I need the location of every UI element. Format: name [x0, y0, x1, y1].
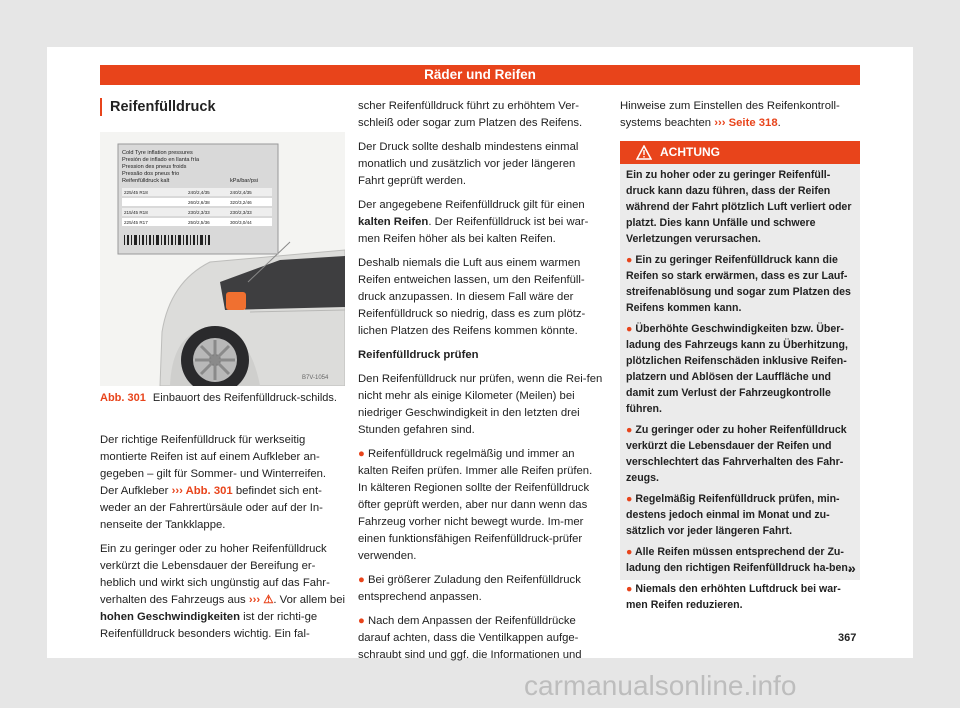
sticker-line: Pression des pneus froids: [122, 164, 187, 170]
svg-text:260/2,6/38: 260/2,6/38: [188, 200, 210, 205]
paragraph: Hinweise zum Einstellen des Reifenkontroll-systems beachten ››› Seite 318.: [620, 100, 840, 129]
paragraph: Den Reifenfülldruck nur prüfen, wenn die Rei-fen nicht mehr als einige Kilometer (Meilen) bei niedriger Geschwindigkeit in den letzten drei Stunden gefahren sind.: [358, 373, 603, 436]
bullet-item: ● Reifenfülldruck regelmäßig und immer an kalten Reifen prüfen. Immer alle Reifen prüfen. In kälteren Regionen sollte der Reifenfülldruck öfter geprüft werden, aber nur dann wenn das Fahrzeug vorher nicht bewegt wurde. Im-mer einen funktionsfähigen Reifenfülldruck-prüfer verwenden.: [358, 448, 593, 562]
chapter-title: Räder und Reifen: [424, 67, 536, 82]
warning-bullet: ● Niemals den erhöhten Luftdruck bei war-men Reifen reduzieren.: [626, 583, 841, 611]
fuel-flap-highlight: [226, 292, 246, 310]
figure-label: Abb. 301: [100, 392, 146, 404]
column-3: [620, 98, 860, 139]
svg-text:225/45 R18: 225/45 R18: [124, 190, 148, 195]
figure-link[interactable]: ››› Abb. 301: [171, 485, 233, 497]
continue-mark: »: [848, 560, 856, 576]
page-link[interactable]: ››› Seite 318: [714, 117, 778, 129]
warning-bullet: ● Zu geringer oder zu hoher Reifenfülldruck verkürzt die Lebensdauer der Reifen und verschlechtert das Fahrverhalten des Fahr-zeugs.: [626, 424, 847, 484]
paragraph: Der richtige Reifenfülldruck für werkseitig montierte Reifen ist auf einem Aufkleber an-gegeben – gilt für Sommer- und Winterreifen. Der Aufkleber ››› Abb. 301 befindet sich ent-weder an der Fahrertürsäule oder auf der In-nenseite der Tankklappe.: [100, 434, 327, 531]
sticker-unit: kPa/bar/psi: [230, 178, 258, 184]
figure-caption: [100, 391, 345, 405]
section-title: Reifenfülldruck: [100, 98, 216, 116]
column-1: [100, 432, 347, 650]
svg-text:230/2,3/33: 230/2,3/33: [230, 210, 252, 215]
warning-link[interactable]: ››› ⚠: [248, 594, 274, 606]
sticker-line: Pressão dos pneus frio: [122, 171, 180, 177]
svg-text:225/45 R17: 225/45 R17: [124, 220, 148, 225]
paragraph: Der Druck sollte deshalb mindestens einmal monatlich und zusätzlich vor jeder längeren Fahrt geprüft werden.: [358, 141, 579, 187]
svg-text:230/2,3/33: 230/2,3/33: [188, 210, 210, 215]
paragraph: Ein zu geringer oder zu hoher Reifenfülldruck verkürzt die Lebensdauer der Bereifung er-heblich und wirkt sich ungünstig auf das Fahr-verhalten des Fahrzeugs aus ››› ⚠. Vor allem bei hohen Geschwindigkeiten ist der richti-ge Reifenfülldruck besonders wichtig. Ein fal-: [100, 543, 345, 640]
warning-bullet: ● Überhöhte Geschwindigkeiten bzw. Über-ladung des Fahrzeugs kann zu Überhitzung, plötzlichen Reifenschäden inklusive Reifen-platzern und Ablösen der Lauffläche und damit zum Verlust der Fahrzeugkontrolle führen.: [626, 323, 848, 415]
warning-bullet: ● Alle Reifen müssen entsprechend der Zu-ladung den richtigen Reifenfülldruck ha-ben.: [626, 546, 851, 574]
bullet-item: ● Bei größerer Zuladung den Reifenfülldruck entsprechend anpassen.: [358, 574, 581, 603]
svg-text:240/2,4/35: 240/2,4/35: [188, 190, 210, 195]
svg-text:320/3,2/46: 320/3,2/46: [230, 200, 252, 205]
svg-text:215/45 R18: 215/45 R18: [124, 210, 148, 215]
warning-title: ACHTUNG: [660, 145, 720, 159]
svg-text:300/3,0/44: 300/3,0/44: [230, 220, 252, 225]
warning-triangle-icon: [636, 145, 652, 160]
page-number: 367: [838, 632, 857, 644]
warning-bullet: ● Regelmäßig Reifenfülldruck prüfen, min-destens jedoch einmal im Monat und zu-sätzlich vor jeder längeren Fahrt.: [626, 493, 840, 537]
figure-caption-text: Einbauort des Reifenfülldruck-schilds.: [152, 392, 337, 404]
column-2: [358, 98, 603, 671]
bullet-item: ● Nach dem Anpassen der Reifenfülldrücke darauf achten, dass die Ventilkappen aufge-schraubt sind und ggf. die Informationen und: [358, 615, 582, 661]
warning-intro: Ein zu hoher oder zu geringer Reifenfüll-druck kann dazu führen, dass der Reifen während der Fahrt plötzlich Luft verliert oder platzt. Dies kann Unfälle und schwere Verletzungen verursachen.: [626, 169, 852, 245]
figure-tire-pressure-sticker: [100, 132, 345, 386]
subheading: Reifenfülldruck prüfen: [358, 349, 479, 361]
warning-body: [626, 167, 856, 618]
watermark: carmanualsonline.info: [524, 670, 797, 701]
warning-header: [620, 141, 860, 164]
svg-text:240/2,4/35: 240/2,4/35: [230, 190, 252, 195]
svg-text:250/2,5/36: 250/2,5/36: [188, 220, 210, 225]
sticker-line: Reifenfülldruck kalt: [122, 178, 170, 184]
paragraph: Deshalb niemals die Luft aus einem warmen Reifen entweichen lassen, um den Reifenfüll-druck anzupassen. In diesem Fall wäre der Reifenfülldruck so niedrig, dass es zum plötz-lichen Platzen des Reifens kommen könnte.: [358, 257, 586, 337]
paragraph: Der angegebene Reifenfülldruck gilt für einen kalten Reifen. Der Reifenfülldruck ist bei war-men Reifen höher als bei kalten Reifen.: [358, 199, 589, 245]
sticker-line: Cold Tyre inflation pressures: [122, 150, 193, 156]
sticker-line: Presión de inflado en llanta fría: [122, 157, 200, 163]
figure-code: B7V-1054: [302, 375, 329, 381]
paragraph: scher Reifenfülldruck führt zu erhöhtem Ver-schleiß oder sogar zum Platzen des Reifens.: [358, 100, 583, 129]
car-illustration: [100, 132, 345, 386]
warning-bullet: ● Ein zu geringer Reifenfülldruck kann die Reifen so stark erwärmen, dass es zur Lauf-streifenablösung und sogar zum Platzen des Reifens kommen kann.: [626, 254, 851, 314]
